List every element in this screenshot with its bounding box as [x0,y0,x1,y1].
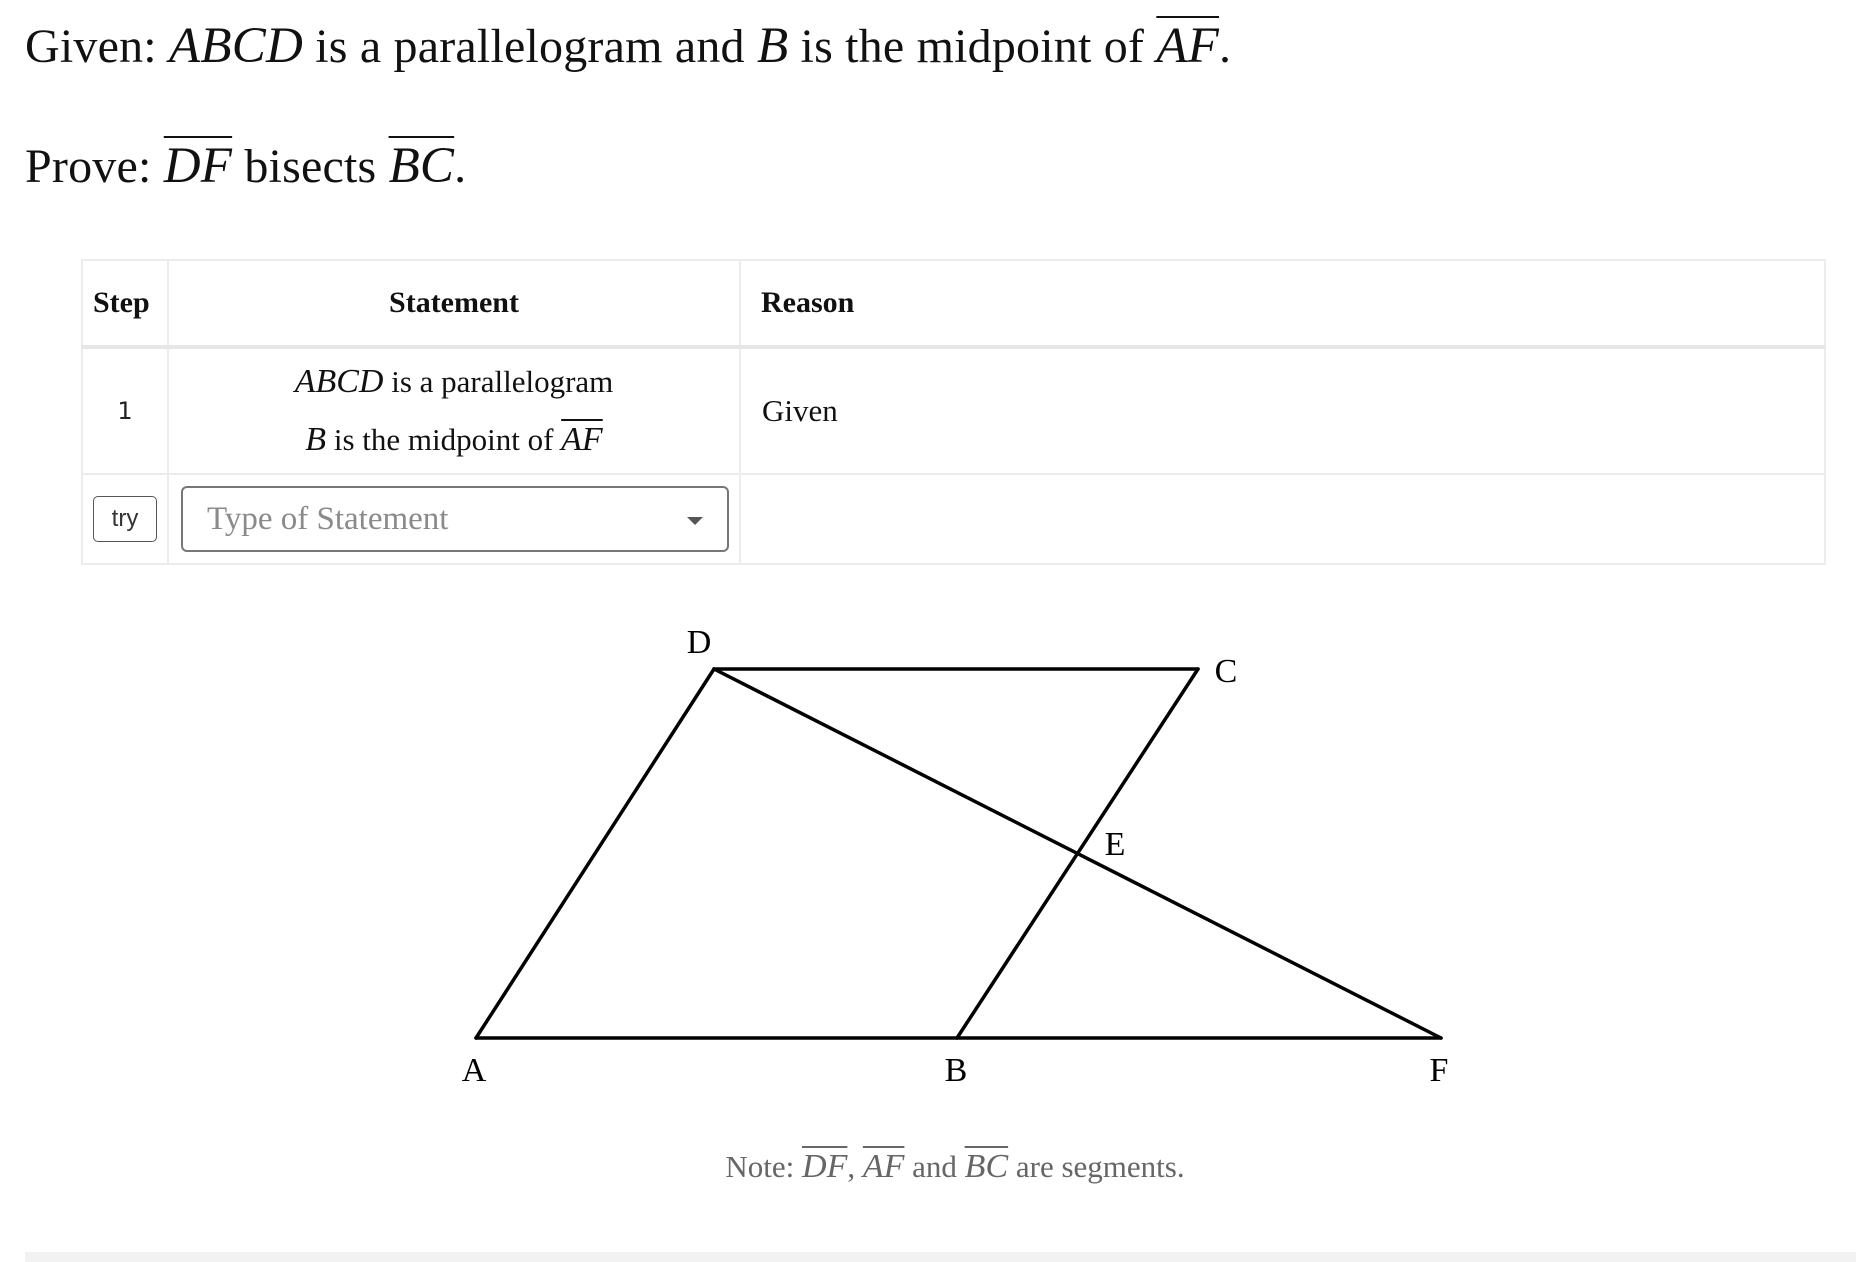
segment-df [714,669,1441,1038]
label-a: A [461,1052,487,1089]
prove-segment-bc: BC [388,138,455,194]
statement-line-2: B is the midpoint of $\overline{AF}$ [305,421,603,458]
given-point-name: B [756,18,789,74]
given-shape-name: ABCD [169,18,303,74]
note-text: Note: $\overline{DF}$, $\overline{AF}$ and $\overline{BC}$ are segments. [725,1148,1185,1185]
header-reason: Reason [740,260,1825,347]
label-f: F [1429,1052,1449,1089]
prove-segment-df: DF [163,138,233,194]
select-placeholder: Type of Statement [207,501,449,537]
label-d: D [686,624,712,661]
given-segment-af: AF [1156,18,1220,74]
bottom-divider [25,1252,1856,1262]
step-number: 1 [82,347,168,474]
try-button[interactable]: try [93,496,157,542]
header-step: Step [82,260,168,347]
label-e: E [1104,826,1126,863]
given-statement: Given: ABCD is a parallelogram and B is the midpoint of AF. [25,18,1232,74]
label-c: C [1214,653,1238,690]
prove-statement: Prove: DF bisects BC. [25,138,467,194]
statement-line-1: ABCD is a parallelogram [294,363,614,400]
reason-cell: Given [740,347,1825,474]
segment-ad [476,669,714,1038]
header-statement: Statement [168,260,740,347]
label-b: B [944,1052,968,1089]
